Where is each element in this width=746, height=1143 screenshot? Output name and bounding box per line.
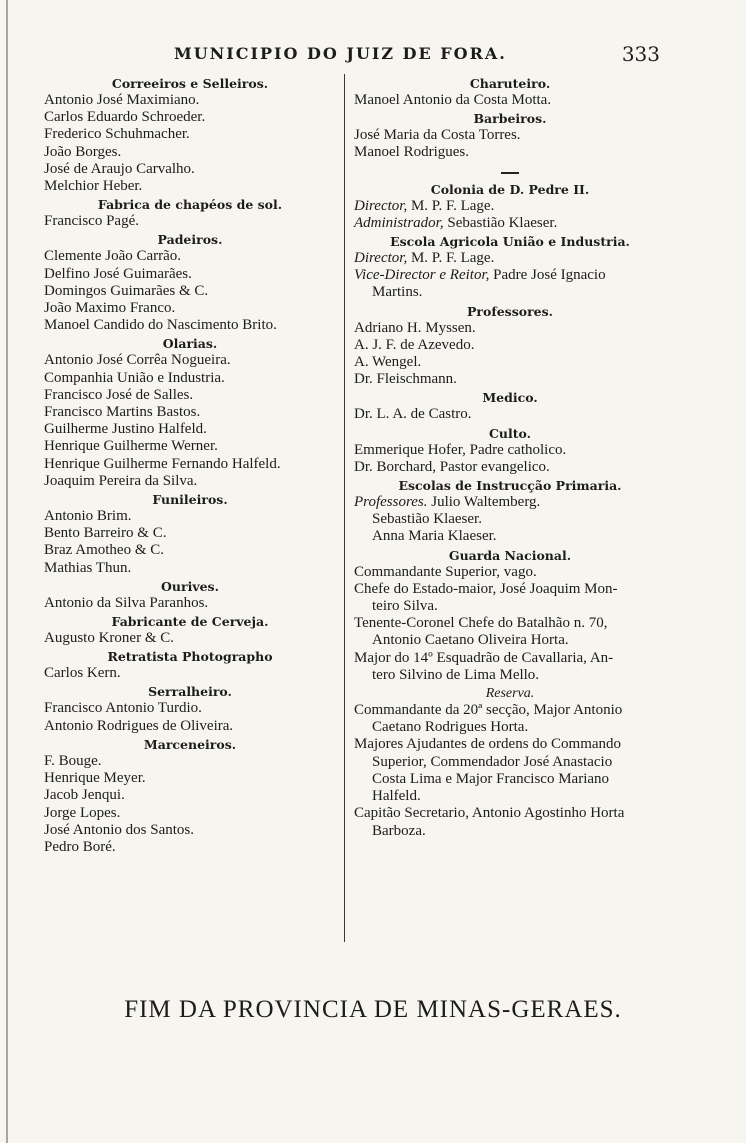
section-list — [44, 508, 336, 577]
list-item: Antonio Brim. — [44, 508, 132, 525]
list-item: Anna Maria Klaeser. — [372, 528, 497, 545]
list-item: Braz Amotheo & C. — [44, 542, 164, 559]
list-item: Henrique Guilherme Werner. — [44, 438, 218, 455]
section-heading: Escolas de Instrucção Primaria. — [398, 478, 622, 494]
page-number: 333 — [621, 42, 660, 66]
section-heading: Retratista Photographo — [107, 649, 273, 665]
list-item: Francisco Antonio Turdio. — [44, 700, 202, 717]
list-item: Carlos Kern. — [44, 665, 121, 682]
list-item: Dr. L. A. de Castro. — [354, 406, 472, 423]
list-item: Jacob Jenqui. — [44, 787, 125, 804]
list-item: Emmerique Hofer, Padre catholico. — [354, 441, 567, 458]
section-list — [354, 511, 666, 545]
section-heading: Olarias. — [162, 336, 218, 352]
column-divider — [344, 74, 345, 942]
closing-title: FIM DA PROVINCIA DE MINAS-GERAES. — [124, 996, 622, 1023]
list-item: Augusto Kroner & C. — [44, 630, 174, 647]
right-column — [354, 74, 666, 840]
entry-line: Capitão Secretario, Antonio Agostinho Horta — [354, 805, 625, 822]
list-item: João Maximo Franco. — [44, 300, 176, 317]
list-item: Francisco José de Salles. — [44, 386, 194, 403]
list-item: Joaquim Pereira da Silva. — [44, 472, 198, 489]
separator-dash — [501, 172, 519, 174]
header-title: MUNICIPIO DO JUIZ DE FORA. — [174, 44, 507, 63]
section-heading: Guarda Nacional. — [448, 547, 572, 563]
section-heading: Colonia de D. Pedre II. — [430, 181, 590, 197]
section-list — [44, 630, 336, 647]
list-item: A. Wengel. — [354, 354, 422, 371]
section-heading: Charuteiro. — [469, 76, 551, 91]
list-item: Director, M. P. F. Lage. — [354, 250, 495, 267]
section-list — [354, 442, 666, 476]
list-item: Adriano H. Myssen. — [354, 319, 476, 336]
entry-line: Barboza. — [372, 822, 426, 839]
entry-line: Majores Ajudantes de ordens do Commando — [354, 736, 622, 753]
hanging-entry — [354, 736, 666, 805]
section-heading: Culto. — [488, 425, 532, 441]
section-heading: Correeiros e Selleiros. — [111, 76, 269, 91]
list-item: Professores. Julio Waltemberg. — [354, 494, 541, 511]
entry-line: Costa Lima e Major Francisco Mariano — [372, 770, 610, 787]
entry-line: Superior, Commendador José Anastacio — [372, 753, 613, 770]
list-item: Carlos Eduardo Schroeder. — [44, 109, 206, 126]
list-item: Guilherme Justino Halfeld. — [44, 421, 207, 438]
section-list — [44, 248, 336, 334]
section-list — [44, 352, 336, 490]
left-column — [44, 74, 336, 856]
entry-line: tero Silvino de Lima Mello. — [372, 666, 540, 683]
list-item: Antonio José Corrêa Nogueira. — [44, 352, 231, 369]
entry-line: Tenente-Coronel Chefe do Batalhão n. 70, — [354, 615, 608, 632]
list-item: Bento Barreiro & C. — [44, 525, 167, 542]
section-heading: Funileiros. — [152, 492, 228, 508]
list-item: Administrador, Sebastião Klaeser. — [354, 214, 558, 231]
list-item: Henrique Meyer. — [44, 770, 146, 787]
list-item: Mathias Thun. — [44, 559, 132, 576]
entry-line: Antonio Caetano Oliveira Horta. — [372, 632, 569, 649]
entry-line: Chefe do Estado-maior, José Joaquim Mon- — [354, 580, 618, 597]
section-heading: Reserva. — [485, 686, 535, 702]
list-item: Dr. Borchard, Pastor evangelico. — [354, 458, 550, 475]
section-list — [354, 127, 666, 161]
running-header — [44, 40, 664, 70]
list-item: Frederico Schuhmacher. — [44, 126, 190, 143]
section-list — [44, 92, 336, 195]
list-item: José de Araujo Carvalho. — [44, 160, 195, 177]
page-edge-shadow — [6, 0, 8, 1143]
hanging-entry — [354, 702, 666, 736]
list-item: Pedro Boré. — [44, 838, 116, 855]
list-item: Manoel Rodrigues. — [354, 144, 469, 161]
section-list — [354, 320, 666, 389]
section-heading: Padeiros. — [157, 232, 223, 248]
section-heading: Marceneiros. — [143, 736, 237, 752]
list-item: João Borges. — [44, 143, 122, 160]
list-item: Manoel Antonio da Costa Motta. — [354, 92, 552, 108]
section-heading: Fabrica de chapéos de sol. — [97, 197, 283, 213]
section-list — [354, 564, 666, 581]
section-heading: Escola Agricola União e Industria. — [390, 234, 630, 250]
list-item: José Antonio dos Santos. — [44, 821, 195, 838]
list-item: José Maria da Costa Torres. — [354, 127, 521, 144]
list-item: Henrique Guilherme Fernando Halfeld. — [44, 455, 281, 472]
section-heading: Ourives. — [161, 578, 219, 594]
list-item: Manoel Candido do Nascimento Brito. — [44, 317, 277, 334]
list-item: Francisco Martins Bastos. — [44, 404, 201, 421]
list-item: Dr. Fleischmann. — [354, 371, 457, 388]
hanging-entry — [354, 615, 666, 649]
entry-line: Halfeld. — [372, 788, 421, 805]
list-item: Sebastião Klaeser. — [372, 511, 482, 528]
list-item: Director, M. P. F. Lage. — [354, 197, 495, 214]
list-item: Melchior Heber. — [44, 178, 143, 195]
list-item: Vice-Director e Reitor, Padre José Ignacio — [354, 267, 606, 284]
section-heading: Fabricante de Cerveja. — [111, 614, 269, 630]
section-heading: Professores. — [467, 303, 553, 319]
list-item: Domingos Guimarães & C. — [44, 282, 209, 299]
section-list — [354, 406, 666, 423]
section-list — [44, 213, 336, 230]
section-heading: Barbeiros. — [473, 111, 547, 127]
section-list — [44, 700, 336, 734]
list-item: Jorge Lopes. — [44, 804, 121, 821]
section-list — [44, 595, 336, 612]
list-item: A. J. F. de Azevedo. — [354, 336, 475, 353]
list-item: Delfino José Guimarães. — [44, 265, 192, 282]
section-list — [44, 665, 336, 682]
list-item: Clemente João Carrão. — [44, 248, 182, 265]
list-item: Antonio da Silva Paranhos. — [44, 594, 209, 611]
list-item: F. Bouge. — [44, 752, 102, 769]
list-item: Francisco Pagé. — [44, 213, 139, 230]
section-list — [354, 92, 666, 109]
section-list — [44, 753, 336, 856]
hanging-entry — [354, 805, 666, 839]
entry-line: Major do 14º Esquadrão de Cavallaria, An- — [354, 649, 614, 666]
entry-line: Caetano Rodrigues Horta. — [372, 719, 529, 736]
list-item: Companhia União e Industria. — [44, 369, 225, 386]
hanging-entry — [354, 650, 666, 684]
entry-line: Commandante da 20ª secção, Major Antonio — [354, 702, 623, 719]
section-heading: Serralheiro. — [148, 684, 232, 700]
list-item: Martins. — [372, 284, 423, 301]
section-heading: Medico. — [482, 390, 538, 406]
entry-line: teiro Silva. — [372, 598, 438, 615]
list-item: Antonio José Maximiano. — [44, 92, 200, 108]
hanging-entry — [354, 581, 666, 615]
list-item: Commandante Superior, vago. — [354, 563, 537, 580]
list-item: Antonio Rodrigues de Oliveira. — [44, 717, 234, 734]
